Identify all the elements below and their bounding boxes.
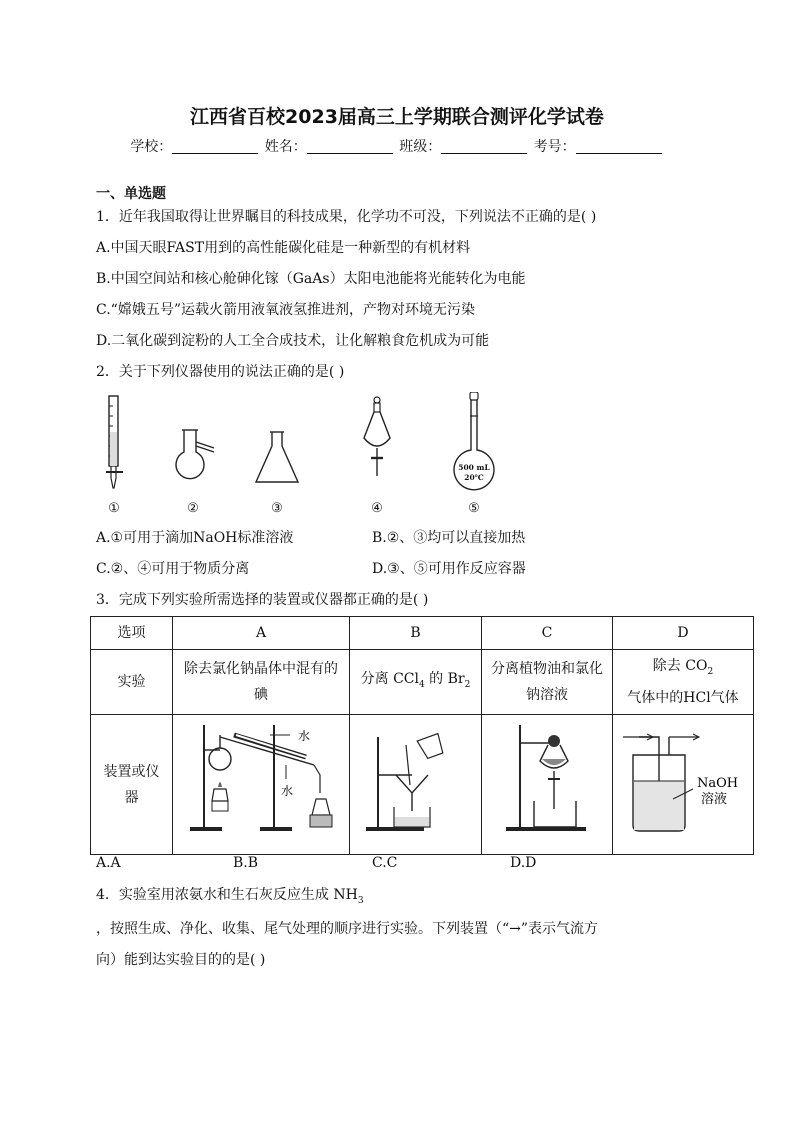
q3-option-d: D.D [510, 855, 537, 871]
naoh-label: NaOH [696, 776, 739, 791]
fig-label-3: ③ [271, 501, 283, 516]
separatory-funnel-icon [360, 392, 394, 500]
q1-option-b: B.中国空间站和核心舱砷化镓（GaAs）太阳电池能将光能转化为电能 [96, 271, 526, 287]
apparatus-c [481, 715, 612, 855]
q4-stem [96, 884, 364, 906]
exam-title: 江西省百校2023届高三上学期联合测评化学试卷 [190, 106, 604, 128]
q2-stem: 2．关于下列仪器使用的说法正确的是( ) [96, 364, 345, 380]
table-header-option: 选项 [91, 617, 173, 650]
q1-stem: 1．近年我国取得让世界瞩目的科技成果，化学功不可没，下列说法不正确的是( ) [96, 209, 597, 225]
q2-option-c: C.②、④可用于物质分离 [96, 561, 250, 577]
experiment-b [350, 650, 482, 715]
conical-flask-icon [252, 392, 302, 500]
table-header-experiment: 实验 [91, 650, 173, 715]
apparatus-d [612, 715, 753, 855]
flask-volume-text: 500 mL [458, 463, 490, 472]
burette-figure [96, 392, 132, 516]
fig-label-5: ⑤ [468, 501, 480, 516]
apparatus-a [173, 715, 350, 855]
q3-option-c: C.C [372, 855, 398, 871]
table-col-a: A [173, 617, 350, 650]
water-out-label: 水 [297, 729, 310, 743]
fig-label-4: ④ [371, 501, 383, 516]
number-label: 考号： [533, 139, 576, 155]
name-label: 姓名： [264, 139, 307, 155]
q1-option-a: A.中国天眼FAST用到的高性能碳化硅是一种新型的有机材料 [96, 240, 471, 256]
separatory-funnel-figure [360, 392, 394, 516]
table-row [91, 715, 754, 855]
q3-table [90, 616, 754, 855]
q3-option-b: B.B [233, 855, 259, 871]
experiment-d [612, 650, 753, 715]
flask-temp-text: 20℃ [464, 473, 484, 482]
name-blank[interactable] [307, 139, 393, 154]
apparatus-b [350, 715, 482, 855]
exp-b-sub-1: 4 [418, 679, 425, 690]
q3-stem: 3．完成下列实验所需选择的装置或仪器都正确的是( ) [96, 592, 429, 608]
experiment-a: 除去氯化钠晶体中混有的碘 [173, 650, 350, 715]
exp-d-text-2: 气体中的HCl气体 [627, 689, 739, 706]
class-blank[interactable] [441, 139, 527, 154]
table-header-apparatus: 装置或仪器 [91, 715, 173, 855]
exp-d-sub: 2 [707, 666, 714, 677]
q2-option-b: B.②、③均可以直接加热 [372, 530, 526, 546]
table-col-d: D [612, 617, 753, 650]
table-row [91, 650, 754, 715]
q2-option-a: A.①可用于滴加NaOH标准溶液 [96, 530, 294, 546]
table-col-b: B [350, 617, 482, 650]
q4-stem-sub: 3 [357, 895, 364, 906]
school-blank[interactable] [172, 139, 258, 154]
experiment-c: 分离植物油和氯化钠溶液 [481, 650, 612, 715]
student-info-line [0, 136, 794, 156]
distilling-flask-figure [168, 392, 218, 516]
q2-option-d: D.③、⑤可用作反应容器 [372, 561, 526, 577]
exp-b-text-2: 的 Br [424, 671, 465, 688]
distillation-apparatus-icon [174, 715, 349, 845]
class-label: 班级： [399, 139, 442, 155]
distilling-flask-icon [168, 392, 218, 500]
filtration-apparatus-icon [350, 715, 480, 845]
burette-icon [96, 392, 132, 500]
table-row [91, 617, 754, 650]
exp-b-text-1: 分离 CCl [360, 671, 419, 688]
q4-stem-text: 4．实验室用浓氨水和生石灰反应生成 NH [96, 887, 358, 903]
table-col-c: C [481, 617, 612, 650]
section-heading: 一、单选题 [96, 186, 166, 202]
separation-funnel-apparatus-icon [482, 715, 612, 845]
exp-b-sub-2: 2 [464, 679, 471, 690]
q4-line-2: ，按照生成、净化、收集、尾气处理的顺序进行实验。下列装置（“→”表示气流方 [96, 921, 599, 937]
q1-option-c: C.“嫦娥五号”运载火箭用液氧液氢推进剂，产物对环境无污染 [96, 302, 475, 318]
fig-label-2: ② [187, 501, 199, 516]
number-blank[interactable] [576, 139, 662, 154]
volumetric-flask-icon [450, 392, 498, 500]
solution-label: 溶液 [700, 792, 727, 807]
gas-washing-bottle-icon [613, 715, 753, 845]
q1-option-d: D.二氧化碳到淀粉的人工全合成技术，让化解粮食危机成为可能 [96, 333, 490, 349]
q4-line-3: 向）能到达实验目的的是( ) [96, 952, 266, 968]
fig-label-1: ① [108, 501, 120, 516]
q3-option-a: A.A [96, 855, 121, 871]
volumetric-flask-figure [450, 392, 498, 516]
q2-instruments-figure [96, 392, 516, 517]
conical-flask-figure [252, 392, 302, 516]
exp-d-text-1: 除去 CO [652, 658, 708, 675]
water-in-label: 水 [280, 784, 293, 798]
school-label: 学校： [130, 139, 173, 155]
